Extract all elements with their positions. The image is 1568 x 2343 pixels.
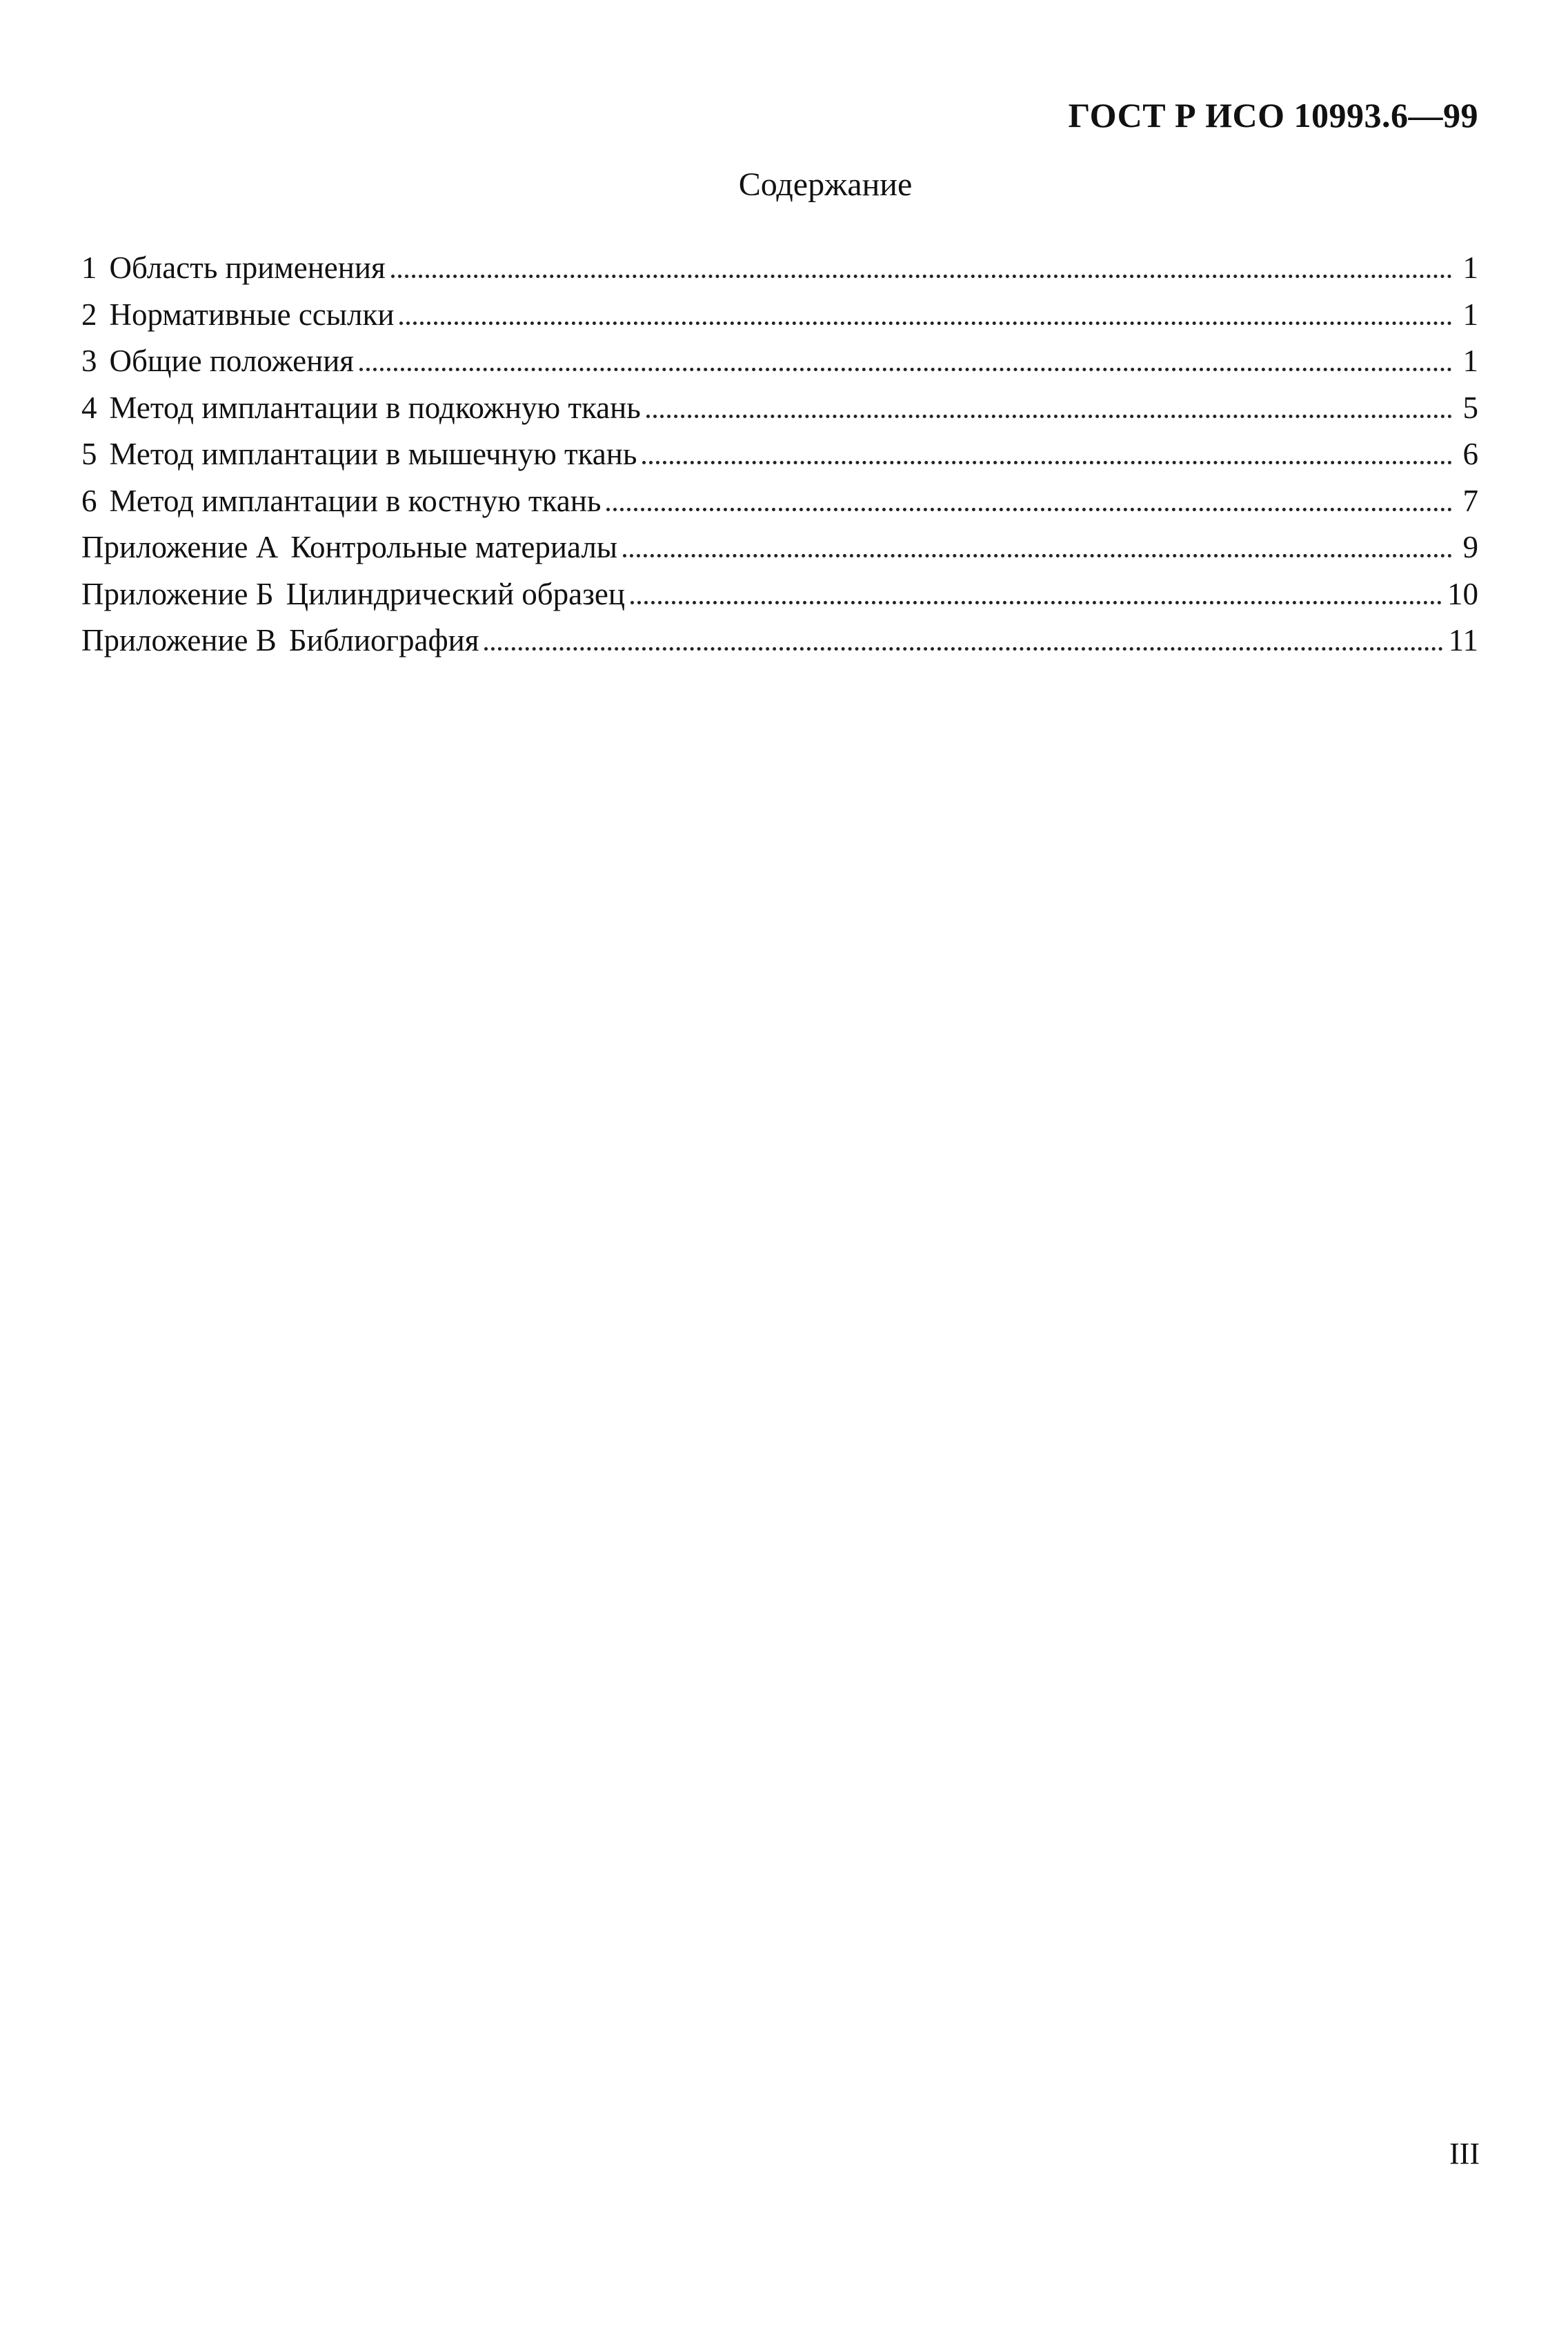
toc-entry-page: 6	[1462, 437, 1478, 471]
toc-entry[interactable]	[81, 338, 1478, 385]
toc-entry-page: 10	[1447, 576, 1478, 611]
toc-entry-page: 11	[1448, 623, 1478, 658]
toc-entry-page: 5	[1462, 390, 1478, 425]
toc-entry-page: 1	[1462, 250, 1478, 285]
toc-entry-page: 7	[1462, 483, 1478, 518]
toc-entry-number: 1	[81, 250, 97, 285]
toc-entry-number: Приложение А	[81, 530, 279, 564]
toc-entry-label: Нормативные ссылки	[109, 297, 395, 332]
toc-entry-page: 1	[1462, 297, 1478, 332]
toc-entry-label: Общие положения	[109, 344, 355, 378]
toc-entry-page: 1	[1462, 344, 1478, 378]
toc-entry[interactable]	[81, 524, 1478, 571]
toc-entry-number: Приложение В	[81, 623, 277, 658]
toc-leader-dots	[359, 368, 1452, 371]
table-of-contents	[81, 245, 1478, 664]
toc-entry-page: 9	[1462, 530, 1478, 564]
toc-entry-label: Метод имплантации в мышечную ткань	[109, 437, 637, 471]
toc-leader-dots	[623, 554, 1452, 557]
document-code: ГОСТ Р ИСО 10993.6—99	[1068, 96, 1478, 135]
toc-entry[interactable]	[81, 245, 1478, 292]
toc-entry-number: Приложение Б	[81, 576, 274, 611]
toc-entry-label: Метод имплантации в костную ткань	[109, 483, 602, 518]
toc-entry[interactable]	[81, 292, 1478, 339]
toc-entry-label: Библиография	[288, 623, 479, 658]
toc-entry-label: Метод имплантации в подкожную ткань	[109, 390, 641, 425]
toc-leader-dots	[646, 415, 1452, 418]
toc-entry-number: 4	[81, 390, 97, 425]
toc-entry-label: Область применения	[109, 250, 386, 285]
toc-entry-number: 5	[81, 437, 97, 471]
toc-leader-dots	[606, 508, 1452, 511]
toc-entry[interactable]	[81, 478, 1478, 525]
toc-entry-number: 2	[81, 297, 97, 332]
toc-leader-dots	[642, 461, 1452, 464]
toc-entry-label: Контрольные материалы	[290, 530, 618, 564]
toc-entry-number: 6	[81, 483, 97, 518]
toc-entry[interactable]	[81, 571, 1478, 618]
toc-leader-dots	[484, 647, 1442, 651]
toc-leader-dots	[631, 601, 1442, 604]
toc-leader-dots	[391, 275, 1452, 278]
toc-entry-number: 3	[81, 344, 97, 378]
page-number: III	[1449, 2137, 1480, 2171]
toc-entry-label: Цилиндрический образец	[286, 576, 625, 611]
toc-entry[interactable]	[81, 385, 1478, 432]
toc-entry[interactable]	[81, 617, 1478, 664]
toc-leader-dots	[399, 322, 1452, 325]
toc-title: Содержание	[738, 166, 913, 203]
toc-entry[interactable]	[81, 431, 1478, 478]
